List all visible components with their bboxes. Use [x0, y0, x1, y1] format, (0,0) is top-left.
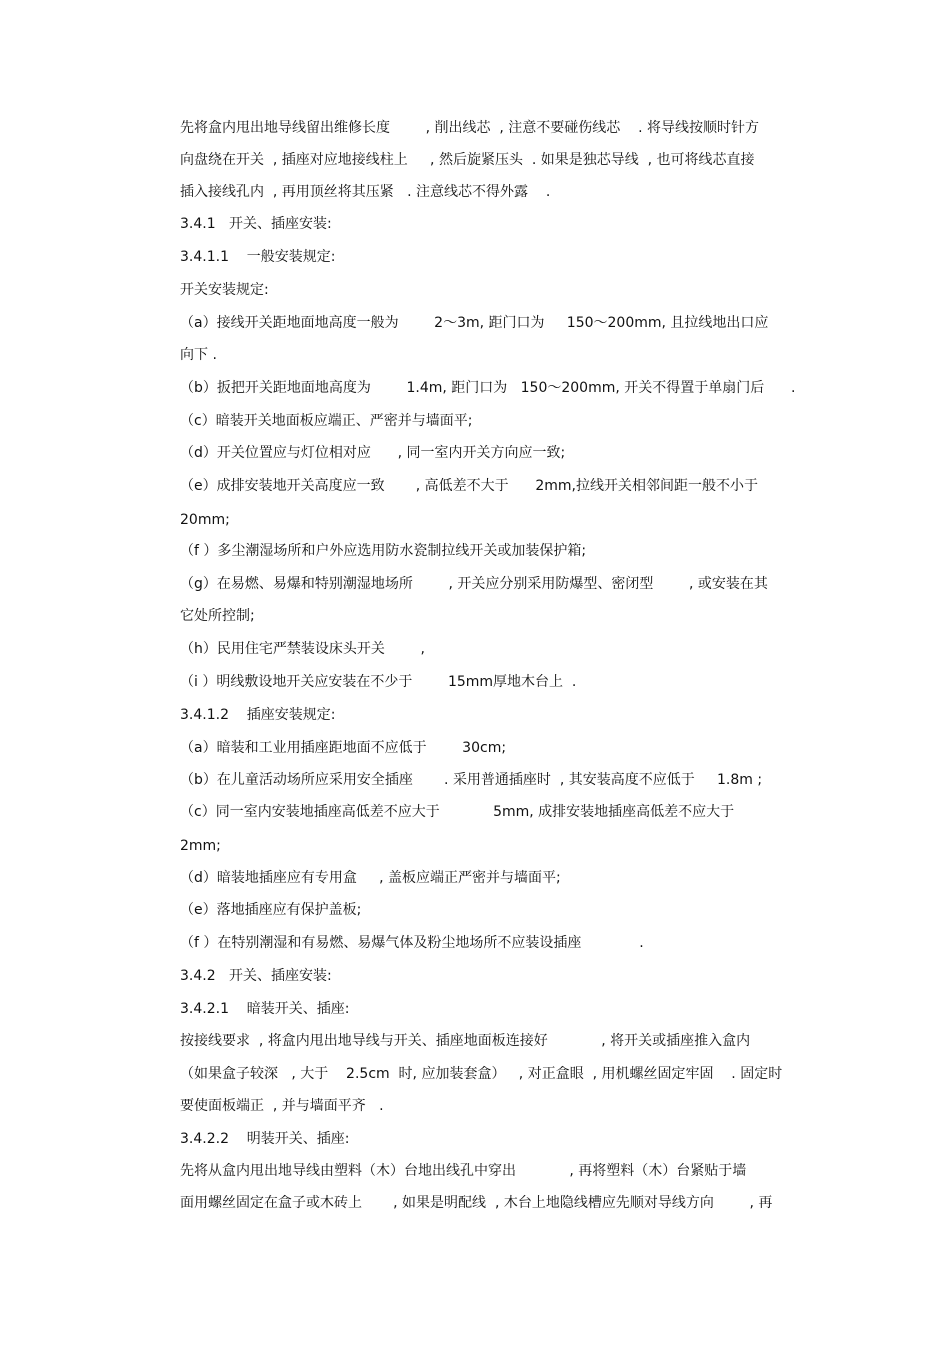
list-item: （d）暗装地插座应有专用盒 , 盖板应端正严密并与墙面平;	[180, 870, 561, 886]
body-text-line: 面用螺丝固定在盒子或木砖上 , 如果是明配线 , 木台上地隐线槽应先顺对导线方向 , 再	[180, 1195, 773, 1211]
list-item: （a）接线开关距地面地高度一般为 2～3m, 距门口为 150～200mm, 且拉线地出口应	[180, 315, 769, 331]
list-item: （h）民用住宅严禁装设床头开关 ,	[180, 641, 425, 657]
section-heading: 3.4.2 开关、插座安装:	[180, 968, 332, 984]
body-text-line: 按接线要求 , 将盒内甩出地导线与开关、插座地面板连接好 , 将开关或插座推入盒内	[180, 1033, 751, 1049]
list-item-continuation: 2mm;	[180, 838, 221, 854]
list-item: （d）开关位置应与灯位相对应 , 同一室内开关方向应一致;	[180, 445, 566, 461]
list-item: （e）落地插座应有保护盖板;	[180, 902, 362, 918]
list-item-continuation: 它处所控制;	[180, 608, 255, 624]
body-text-line: （如果盒子较深 , 大于 2.5cm 时, 应加装套盒） , 对正盒眼 , 用机螺丝固定牢固 . 固定时	[180, 1066, 783, 1082]
list-item: （b）扳把开关距地面地高度为 1.4m, 距门口为 150～200mm, 开关不得置于单扇门后 .	[180, 380, 796, 396]
list-item: （c）暗装开关地面板应端正、严密并与墙面平;	[180, 413, 473, 429]
list-item: （f ）多尘潮湿场所和户外应选用防水瓷制拉线开关或加装保护箱;	[180, 543, 587, 559]
body-text-line: 向盘绕在开关 , 插座对应地接线柱上 , 然后旋紧压头 . 如果是独芯导线 , 也可将线芯直接	[180, 152, 755, 168]
list-item: （f ）在特别潮湿和有易燃、易爆气体及粉尘地场所不应装设插座 .	[180, 935, 644, 951]
subsection-heading: 3.4.1.1 一般安装规定:	[180, 249, 336, 265]
body-text-line: 开关安装规定:	[180, 282, 269, 298]
list-item-continuation: 20mm;	[180, 512, 230, 528]
section-heading: 3.4.1 开关、插座安装:	[180, 216, 332, 232]
list-item: （a）暗装和工业用插座距地面不应低于 30cm;	[180, 740, 507, 756]
body-text-line: 要使面板端正 , 并与墙面平齐 .	[180, 1098, 384, 1114]
body-text-line: 先将盒内甩出地导线留出维修长度 , 削出线芯 , 注意不要碰伤线芯 . 将导线按顺时针方	[180, 120, 760, 136]
list-item: （g）在易燃、易爆和特别潮湿地场所 , 开关应分别采用防爆型、密闭型 , 或安装在其	[180, 576, 768, 592]
subsection-heading: 3.4.2.1 暗装开关、插座:	[180, 1001, 350, 1017]
body-text-line: 插入接线孔内 , 再用顶丝将其压紧 . 注意线芯不得外露 .	[180, 184, 551, 200]
list-item: （e）成排安装地开关高度应一致 , 高低差不大于 2mm,拉线开关相邻间距一般不小于	[180, 478, 758, 494]
list-item: （i ）明线敷设地开关应安装在不少于 15mm厚地木台上 .	[180, 674, 577, 690]
list-item: （b）在儿童活动场所应采用安全插座 . 采用普通插座时 , 其安装高度不应低于 1.8m ;	[180, 772, 763, 788]
list-item-continuation: 向下 .	[180, 347, 217, 363]
subsection-heading: 3.4.2.2 明装开关、插座:	[180, 1131, 350, 1147]
body-text-line: 先将从盒内甩出地导线由塑料（木）台地出线孔中穿出 , 再将塑料（木）台紧贴于墙	[180, 1163, 747, 1179]
list-item: （c）同一室内安装地插座高低差不应大于 5mm, 成排安装地插座高低差不应大于	[180, 804, 735, 820]
subsection-heading: 3.4.1.2 插座安装规定:	[180, 707, 336, 723]
